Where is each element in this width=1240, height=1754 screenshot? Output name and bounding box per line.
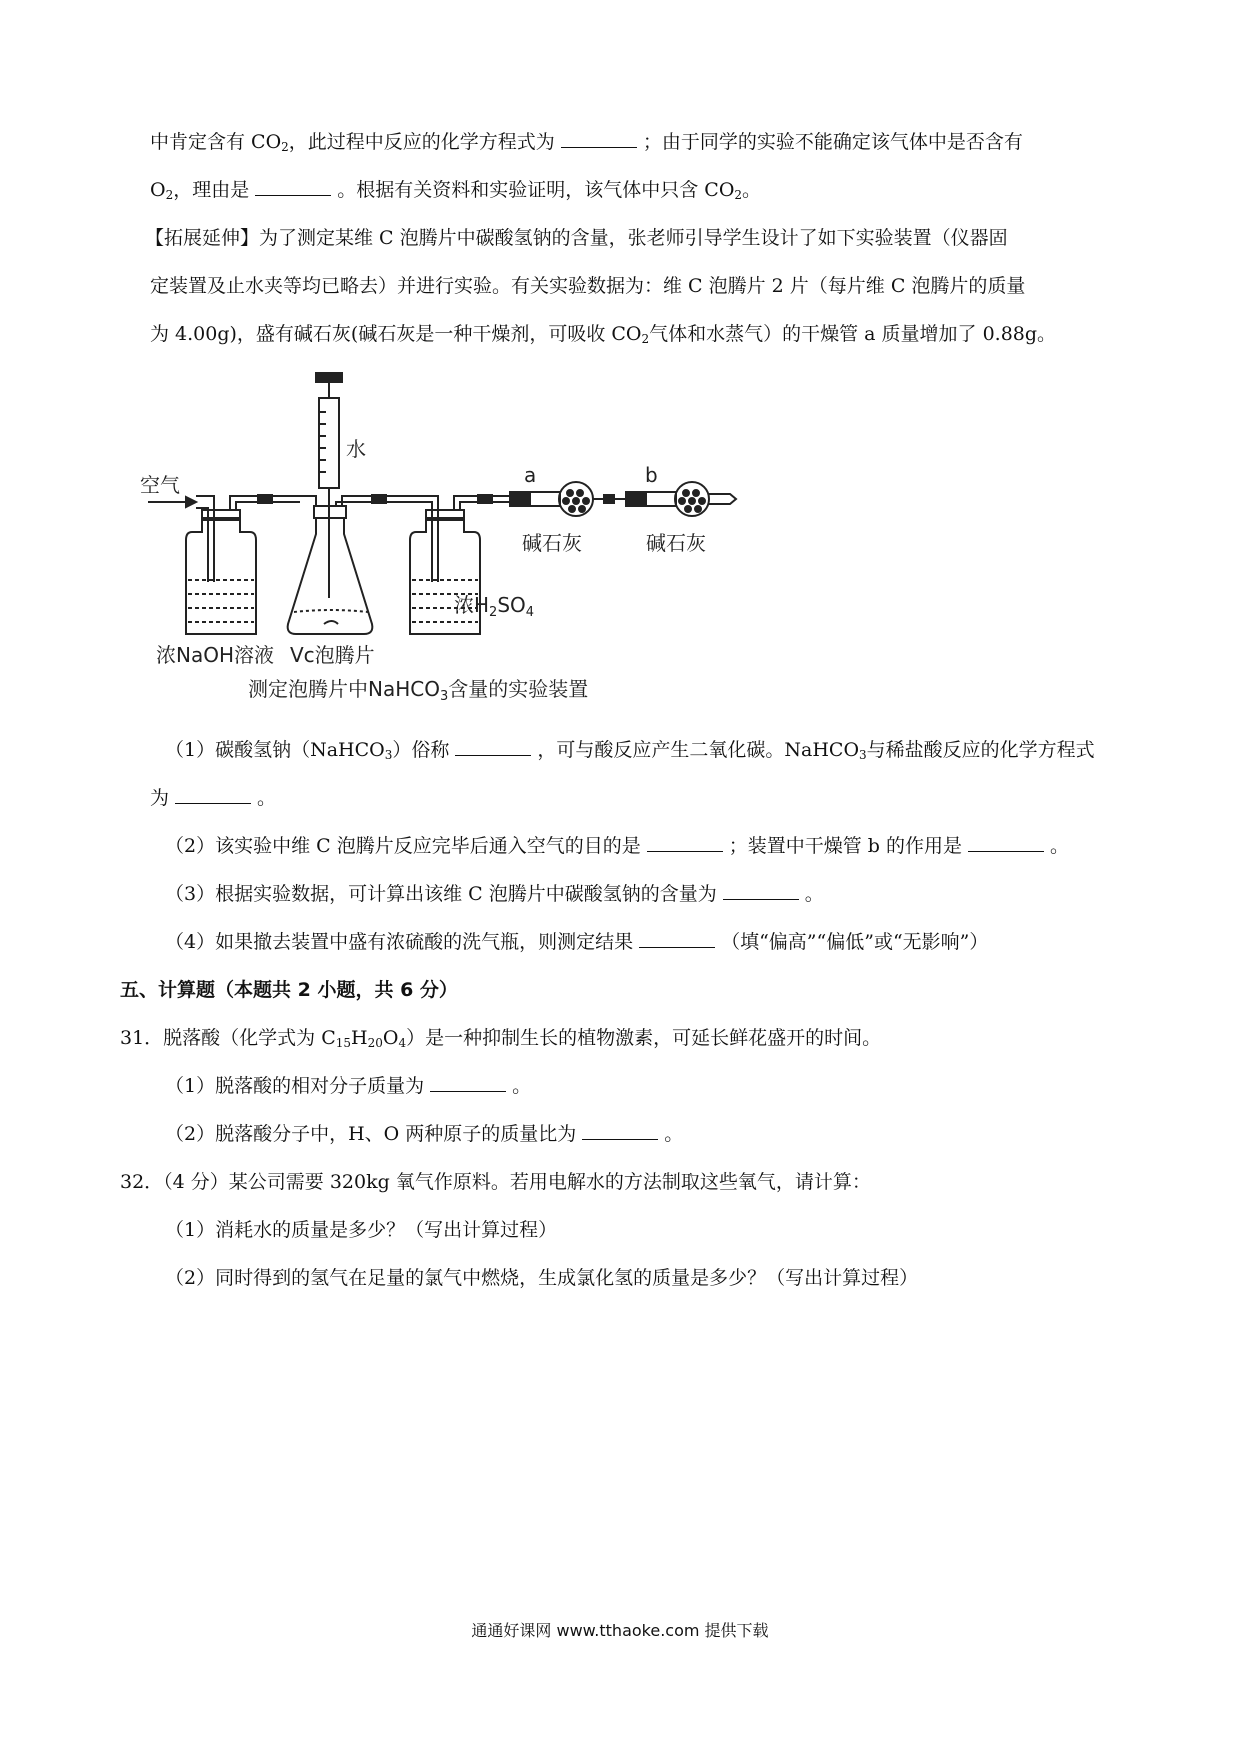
answer-blank[interactable] <box>430 1075 506 1092</box>
text: ，此过程中反应的化学方程式为 <box>288 131 555 153</box>
drying-tube-a <box>530 492 560 506</box>
drying-tube-b-stopper <box>626 492 646 506</box>
text: O <box>382 1027 399 1049</box>
answer-blank[interactable] <box>647 835 723 852</box>
label-air: 空气 <box>140 473 180 497</box>
text: 。 <box>257 787 277 809</box>
label-vc: Vc泡腾片 <box>290 643 375 667</box>
text: 。 <box>804 883 824 905</box>
subscript: 3 <box>384 748 393 762</box>
apparatus-diagram <box>140 372 820 712</box>
text: 与稀盐酸反应的化学方程式 <box>866 739 1095 761</box>
answer-blank[interactable] <box>968 835 1044 852</box>
text: 为 4.00g)，盛有碱石灰(碱石灰是一种干燥剂，可吸收 CO <box>150 323 642 345</box>
text: ，可与酸反应产生二氧化碳。NaHCO <box>537 739 860 761</box>
drying-tube-b <box>646 492 676 506</box>
text: （1）碳酸氢钠（NaHCO <box>165 739 385 761</box>
text: （1）脱落酸的相对分子质量为 <box>165 1075 425 1097</box>
question-31-part-2 <box>165 1122 683 1146</box>
subscript: 2 <box>281 140 289 154</box>
question-32-part-1: （1）消耗水的质量是多少？（写出计算过程） <box>165 1219 558 1241</box>
subscript: 15 <box>335 1036 352 1050</box>
text: 气体和水蒸气）的干燥管 a 质量增加了 0.88g。 <box>649 323 1057 345</box>
subscript: 2 <box>165 188 174 202</box>
subscript: 2 <box>641 332 650 346</box>
drying-tube-b-outlet <box>709 494 736 504</box>
question-2 <box>165 834 1069 858</box>
answer-blank[interactable] <box>582 1123 658 1140</box>
label-h2so4: 浓$H_2SO_4$ <box>454 593 535 620</box>
arrow-head <box>186 497 196 507</box>
text: ；装置中干燥管 b 的作用是 <box>728 835 962 857</box>
text: （2）脱落酸分子中，H、O 两种原子的质量比为 <box>165 1123 577 1145</box>
text: （3）根据实验数据，可计算出该维 C 泡腾片中碳酸氢钠的含量为 <box>165 883 717 905</box>
question-1-line-1 <box>165 738 1095 767</box>
question-1-line-2 <box>150 786 276 810</box>
text: 。 <box>512 1075 532 1097</box>
answer-blank[interactable] <box>455 739 531 756</box>
text: H <box>351 1027 368 1049</box>
text: 。 <box>1049 835 1069 857</box>
answer-blank[interactable] <box>255 179 331 196</box>
text: ，理由是 <box>173 179 250 201</box>
answer-blank[interactable] <box>561 131 637 148</box>
syringe-plunger <box>316 372 342 382</box>
label-a: a <box>524 463 537 487</box>
question-4 <box>165 930 988 954</box>
label-soda-lime-b: 碱石灰 <box>646 531 706 555</box>
footer-text: 通通好课网 www.tthaoke.com 提供下载 <box>471 1621 769 1640</box>
text: 。 <box>742 179 762 201</box>
subscript: 2 <box>734 188 743 202</box>
subscript: 4 <box>398 1036 407 1050</box>
question-31-stem <box>120 1026 881 1055</box>
label-naoh: 浓NaOH溶液 <box>156 643 274 667</box>
text: 中肯定含有 CO <box>150 131 282 153</box>
question-31-part-1 <box>165 1074 531 1098</box>
question-32-stem: 32．（4 分）某公司需要 320kg 氧气作原料。若用电解水的方法制取这些氧气，请计算： <box>120 1171 871 1193</box>
question-3 <box>165 882 824 906</box>
text: 。根据有关资料和实验证明，该气体中只含 CO <box>337 179 735 201</box>
vc-tablet <box>324 621 338 624</box>
text: 。 <box>664 1123 684 1145</box>
text: 为 <box>150 787 170 809</box>
section-heading: 五、计算题（本题共 2 小题，共 6 分） <box>120 979 458 1001</box>
paragraph-line-2 <box>150 178 761 207</box>
paragraph-line-4: 定装置及止水夹等均已略去）并进行实验。有关实验数据为：维 C 泡腾片 2 片（每片维 C 泡腾片的质量 <box>150 275 1026 297</box>
text: 31．脱落酸（化学式为 C <box>120 1027 336 1049</box>
figure-caption: 测定泡腾片中NaHCO$_3$含量的实验装置 <box>248 677 589 704</box>
label-soda-lime-a: 碱石灰 <box>522 531 582 555</box>
text: ）是一种抑制生长的植物激素，可延长鲜花盛开的时间。 <box>406 1027 882 1049</box>
text: （填“偏高”“偏低”或“无影响”） <box>721 931 989 953</box>
answer-blank[interactable] <box>639 931 715 948</box>
label-b: b <box>645 463 658 487</box>
naoh-bottle <box>186 518 256 634</box>
paragraph-line-3: 【拓展延伸】为了测定某维 C 泡腾片中碳酸氢钠的含量，张老师引导学生设计了如下实验装置（仪器固 <box>145 227 1008 249</box>
subscript: 20 <box>367 1036 383 1050</box>
text: （4）如果撤去装置中盛有浓硫酸的洗气瓶，则测定结果 <box>165 931 634 953</box>
text: ）俗称 <box>392 739 450 761</box>
h2so4-inlet <box>420 496 438 582</box>
answer-blank[interactable] <box>723 883 799 900</box>
question-32-part-2: （2）同时得到的氢气在足量的氯气中燃烧，生成氯化氢的质量是多少？（写出计算过程） <box>165 1267 919 1289</box>
text: （2）该实验中维 C 泡腾片反应完毕后通入空气的目的是 <box>165 835 641 857</box>
text: O <box>150 179 166 201</box>
answer-blank[interactable] <box>175 787 251 804</box>
paragraph-line-5 <box>150 322 1056 351</box>
label-water: 水 <box>346 437 366 461</box>
paragraph-line-1 <box>150 130 1023 159</box>
subscript: 3 <box>859 748 867 762</box>
text: ；由于同学的实验不能确定该气体中是否含有 <box>642 131 1023 153</box>
drying-tube-a-stopper <box>510 492 530 506</box>
